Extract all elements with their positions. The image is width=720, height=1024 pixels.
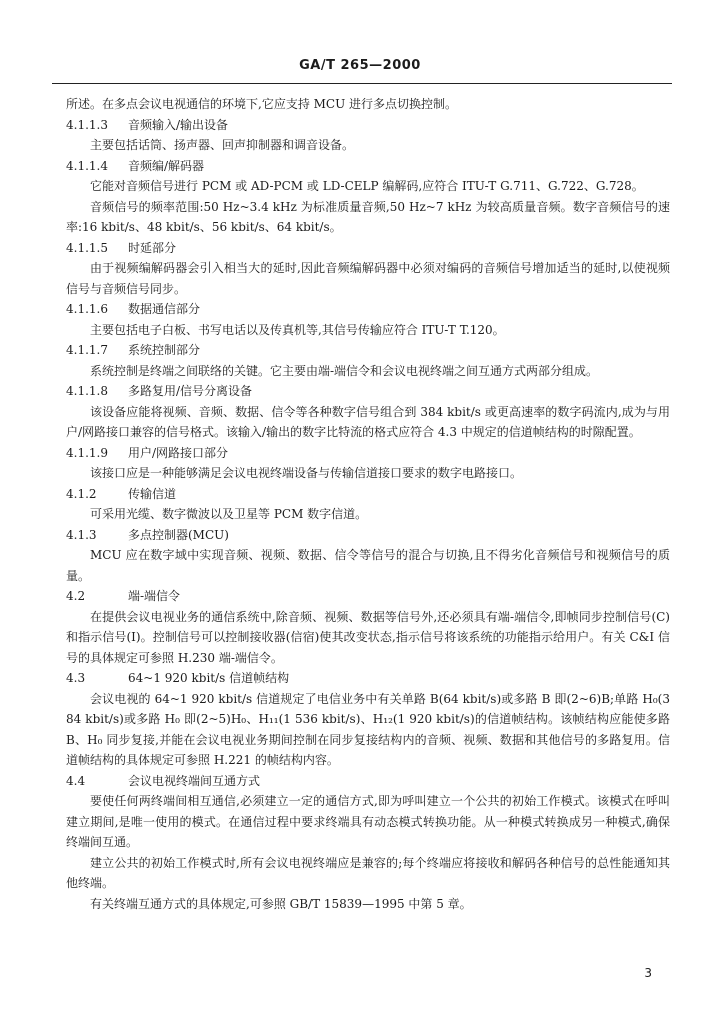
paragraph: 可采用光缆、数字微波以及卫星等 PCM 数字信道。 — [90, 507, 368, 521]
paragraph: 该设备应能将视频、音频、数据、信令等各种数字信号组合到 384 kbit/s 或更高速率的数字码流内,成为与用户/网路接口兼容的信号格式。该输入/输出的数字比特流的格式应符合 4.3 中规定的信道帧结构的时隙配置。 — [66, 404, 670, 439]
section-title: 音频编/解码器 — [128, 158, 205, 173]
section-number: 4.1.2 — [66, 486, 97, 501]
section-heading-4-1-1-8 — [66, 381, 670, 402]
paragraph: 在提供会议电视业务的通信系统中,除音频、视频、数据等信号外,还必须具有端-端信令,即帧同步控制信号(C)和指示信号(I)。控制信号可以控制接收器(信宿)使其改变状态,指示信号将该系统的功能指示给用户。有关 C&I 信号的具体规定可参照 H.230 端-端信令。 — [66, 609, 670, 665]
paragraph: 由于视频编解码器会引入相当大的延时,因此音频编解码器中必须对编码的音频信号增加适当的延时,以使视频信号与音频信号同步。 — [66, 261, 670, 296]
paragraph: 主要包括话筒、扬声器、回声抑制器和调音设备。 — [90, 138, 355, 152]
section-number: 4.1.1.9 — [66, 445, 108, 460]
section-title: 传输信道 — [128, 486, 177, 501]
section-title: 数据通信部分 — [128, 302, 201, 316]
section-heading-4-2 — [66, 586, 670, 607]
paragraph: 要使任何两终端间相互通信,必须建立一定的通信方式,即为呼叫建立一个公共的初始工作模式。该模式在呼叫建立期间,是唯一使用的模式。在通信过程中要求终端具有动态模式转换功能。从一种模式转换成另一种模式,确保终端间互通。 — [66, 794, 670, 849]
section-title: 时延部分 — [128, 240, 177, 255]
paragraph: 该接口应是一种能够满足会议电视终端设备与传输信道接口要求的数字电路接口。 — [90, 466, 523, 480]
section-number: 4.2 — [66, 589, 86, 603]
section-heading-4-1-1-5 — [66, 238, 670, 259]
section-heading-4-4 — [66, 771, 670, 792]
paragraph: 所述。在多点会议电视通信的环境下,它应支持 MCU 进行多点切换控制。 — [66, 97, 458, 111]
paragraph: 它能对音频信号进行 PCM 或 AD-PCM 或 LD-CELP 编解码,应符合 ITU-T G.711、G.722、G.728。 — [90, 179, 644, 193]
section-number: 4.1.1.8 — [66, 384, 108, 398]
paragraph: 会议电视的 64~1 920 kbit/s 信道规定了电信业务中有关单路 B(64 kbit/s)或多路 B 即(2~6)B;单路 H₀(384 kbit/s)或多路 H₀ 即(2~5)H₀、H₁₁(1 536 kbit/s)、H₁₂(1 920 kbit/s)的信道帧结构。该帧结构应能使多路 B、H₀ 同步复接,并能在会议电视业务期间控制在同步复接结构内的音频、视频、数据和其他信号的多路复用。信道帧结构的具体规定可参照 H.221 的帧结构内容。 — [66, 691, 670, 767]
section-number: 4.1.1.5 — [66, 240, 108, 255]
section-title: 多路复用/信号分离设备 — [128, 384, 253, 398]
section-number: 4.4 — [66, 773, 86, 788]
section-number: 4.1.1.6 — [66, 302, 108, 316]
page-number: 3 — [644, 966, 652, 980]
section-heading-4-1-2 — [66, 484, 670, 505]
section-title: 音频输入/输出设备 — [128, 117, 229, 132]
header-rule — [52, 83, 672, 84]
section-number: 4.1.1.3 — [66, 117, 108, 132]
paragraph: 系统控制是终端之间联络的关键。它主要由端-端信令和会议电视终端之间互通方式两部分组成。 — [90, 363, 599, 378]
section-heading-4-1-1-3 — [66, 115, 670, 136]
section-number: 4.1.1.4 — [66, 158, 108, 173]
section-heading-4-1-1-7 — [66, 340, 670, 361]
paragraph: MCU 应在数字域中实现音频、视频、数据、信令等信号的混合与切换,且不得劣化音频信号和视频信号的质量。 — [66, 548, 670, 583]
section-number: 4.1.3 — [66, 527, 97, 542]
doc-header-code: GA/T 265—2000 — [299, 58, 421, 73]
document-body — [66, 94, 670, 914]
section-title: 用户/网路接口部分 — [128, 445, 229, 460]
paragraph: 主要包括电子白板、书写电话以及传真机等,其信号传输应符合 ITU-T T.120。 — [90, 322, 505, 337]
paragraph: 建立公共的初始工作模式时,所有会议电视终端应是兼容的;每个终端应将接收和解码各种信号的总性能通知其他终端。 — [66, 855, 670, 890]
section-title: 64~1 920 kbit/s 信道帧结构 — [128, 671, 290, 685]
section-heading-4-1-3 — [66, 525, 670, 546]
section-title: 多点控制器(MCU) — [128, 527, 229, 542]
section-heading-4-1-1-6 — [66, 299, 670, 320]
section-number: 4.3 — [66, 671, 86, 685]
section-heading-4-1-1-4 — [66, 156, 670, 177]
section-heading-4-3 — [66, 668, 670, 689]
section-title: 会议电视终端间互通方式 — [128, 773, 261, 788]
section-heading-4-1-1-9 — [66, 443, 670, 464]
paragraph: 有关终端互通方式的具体规定,可参照 GB/T 15839—1995 中第 5 章。 — [90, 896, 472, 911]
section-title: 端-端信令 — [128, 589, 181, 603]
section-number: 4.1.1.7 — [66, 343, 108, 357]
paragraph: 音频信号的频率范围:50 Hz~3.4 kHz 为标准质量音频,50 Hz~7 kHz 为较高质量音频。数字音频信号的速率:16 kbit/s、48 kbit/s、56 kbit/s、64 kbit/s。 — [66, 199, 670, 234]
section-title: 系统控制部分 — [128, 343, 201, 357]
